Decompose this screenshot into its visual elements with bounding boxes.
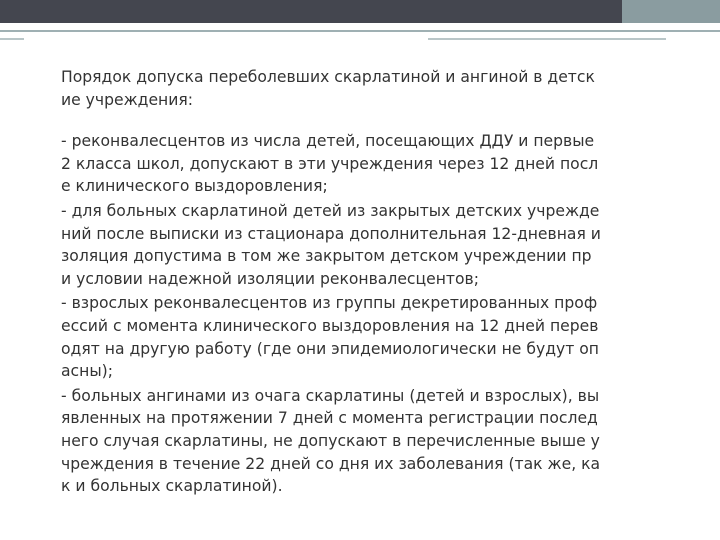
slide-body [61, 66, 683, 498]
header-divider-short-line [428, 38, 666, 40]
intro-paragraph: Порядок допуска переболевших скарлатиной и ангиной в детск ие учреждения: [61, 68, 595, 109]
header-divider-stub [0, 38, 24, 40]
header-bar-accent [622, 0, 720, 23]
list-item-angina-patients: - больных ангинами из очага скарлатины (детей и взрослых), вы явленных на протяжении 7 дней с момента регистрации послед него случая скарлатины, не допускают в перечисленные выше у чреждения в течение 22 дней со дня их заболевания (так же, ка к и больных скарлатиной). [61, 386, 601, 496]
list-item-decreed-professions: - взрослых реконвалесцентов из группы декретированных проф ессий с момента клинического выздоровления на 12 дней перев одят на другую работу (где они эпидемиологически не будут оп асны); [61, 294, 599, 381]
list-item-convalescent-children: - реконвалесцентов из числа детей, посещающих ДДУ и первые 2 класса школ, допускают в эти учреждения через 12 дней посл е клинического выздоровления; [61, 132, 599, 196]
header-divider-line [0, 30, 720, 32]
header-bar [0, 0, 720, 23]
list-item-closed-institutions: - для больных скарлатиной детей из закрытых детских учрежде ний после выписки из стационара дополнительная 12-дневная и золяция допустима в том же закрытом детском учреждении пр и условии надежной изоляции реконвалесцентов; [61, 201, 601, 288]
